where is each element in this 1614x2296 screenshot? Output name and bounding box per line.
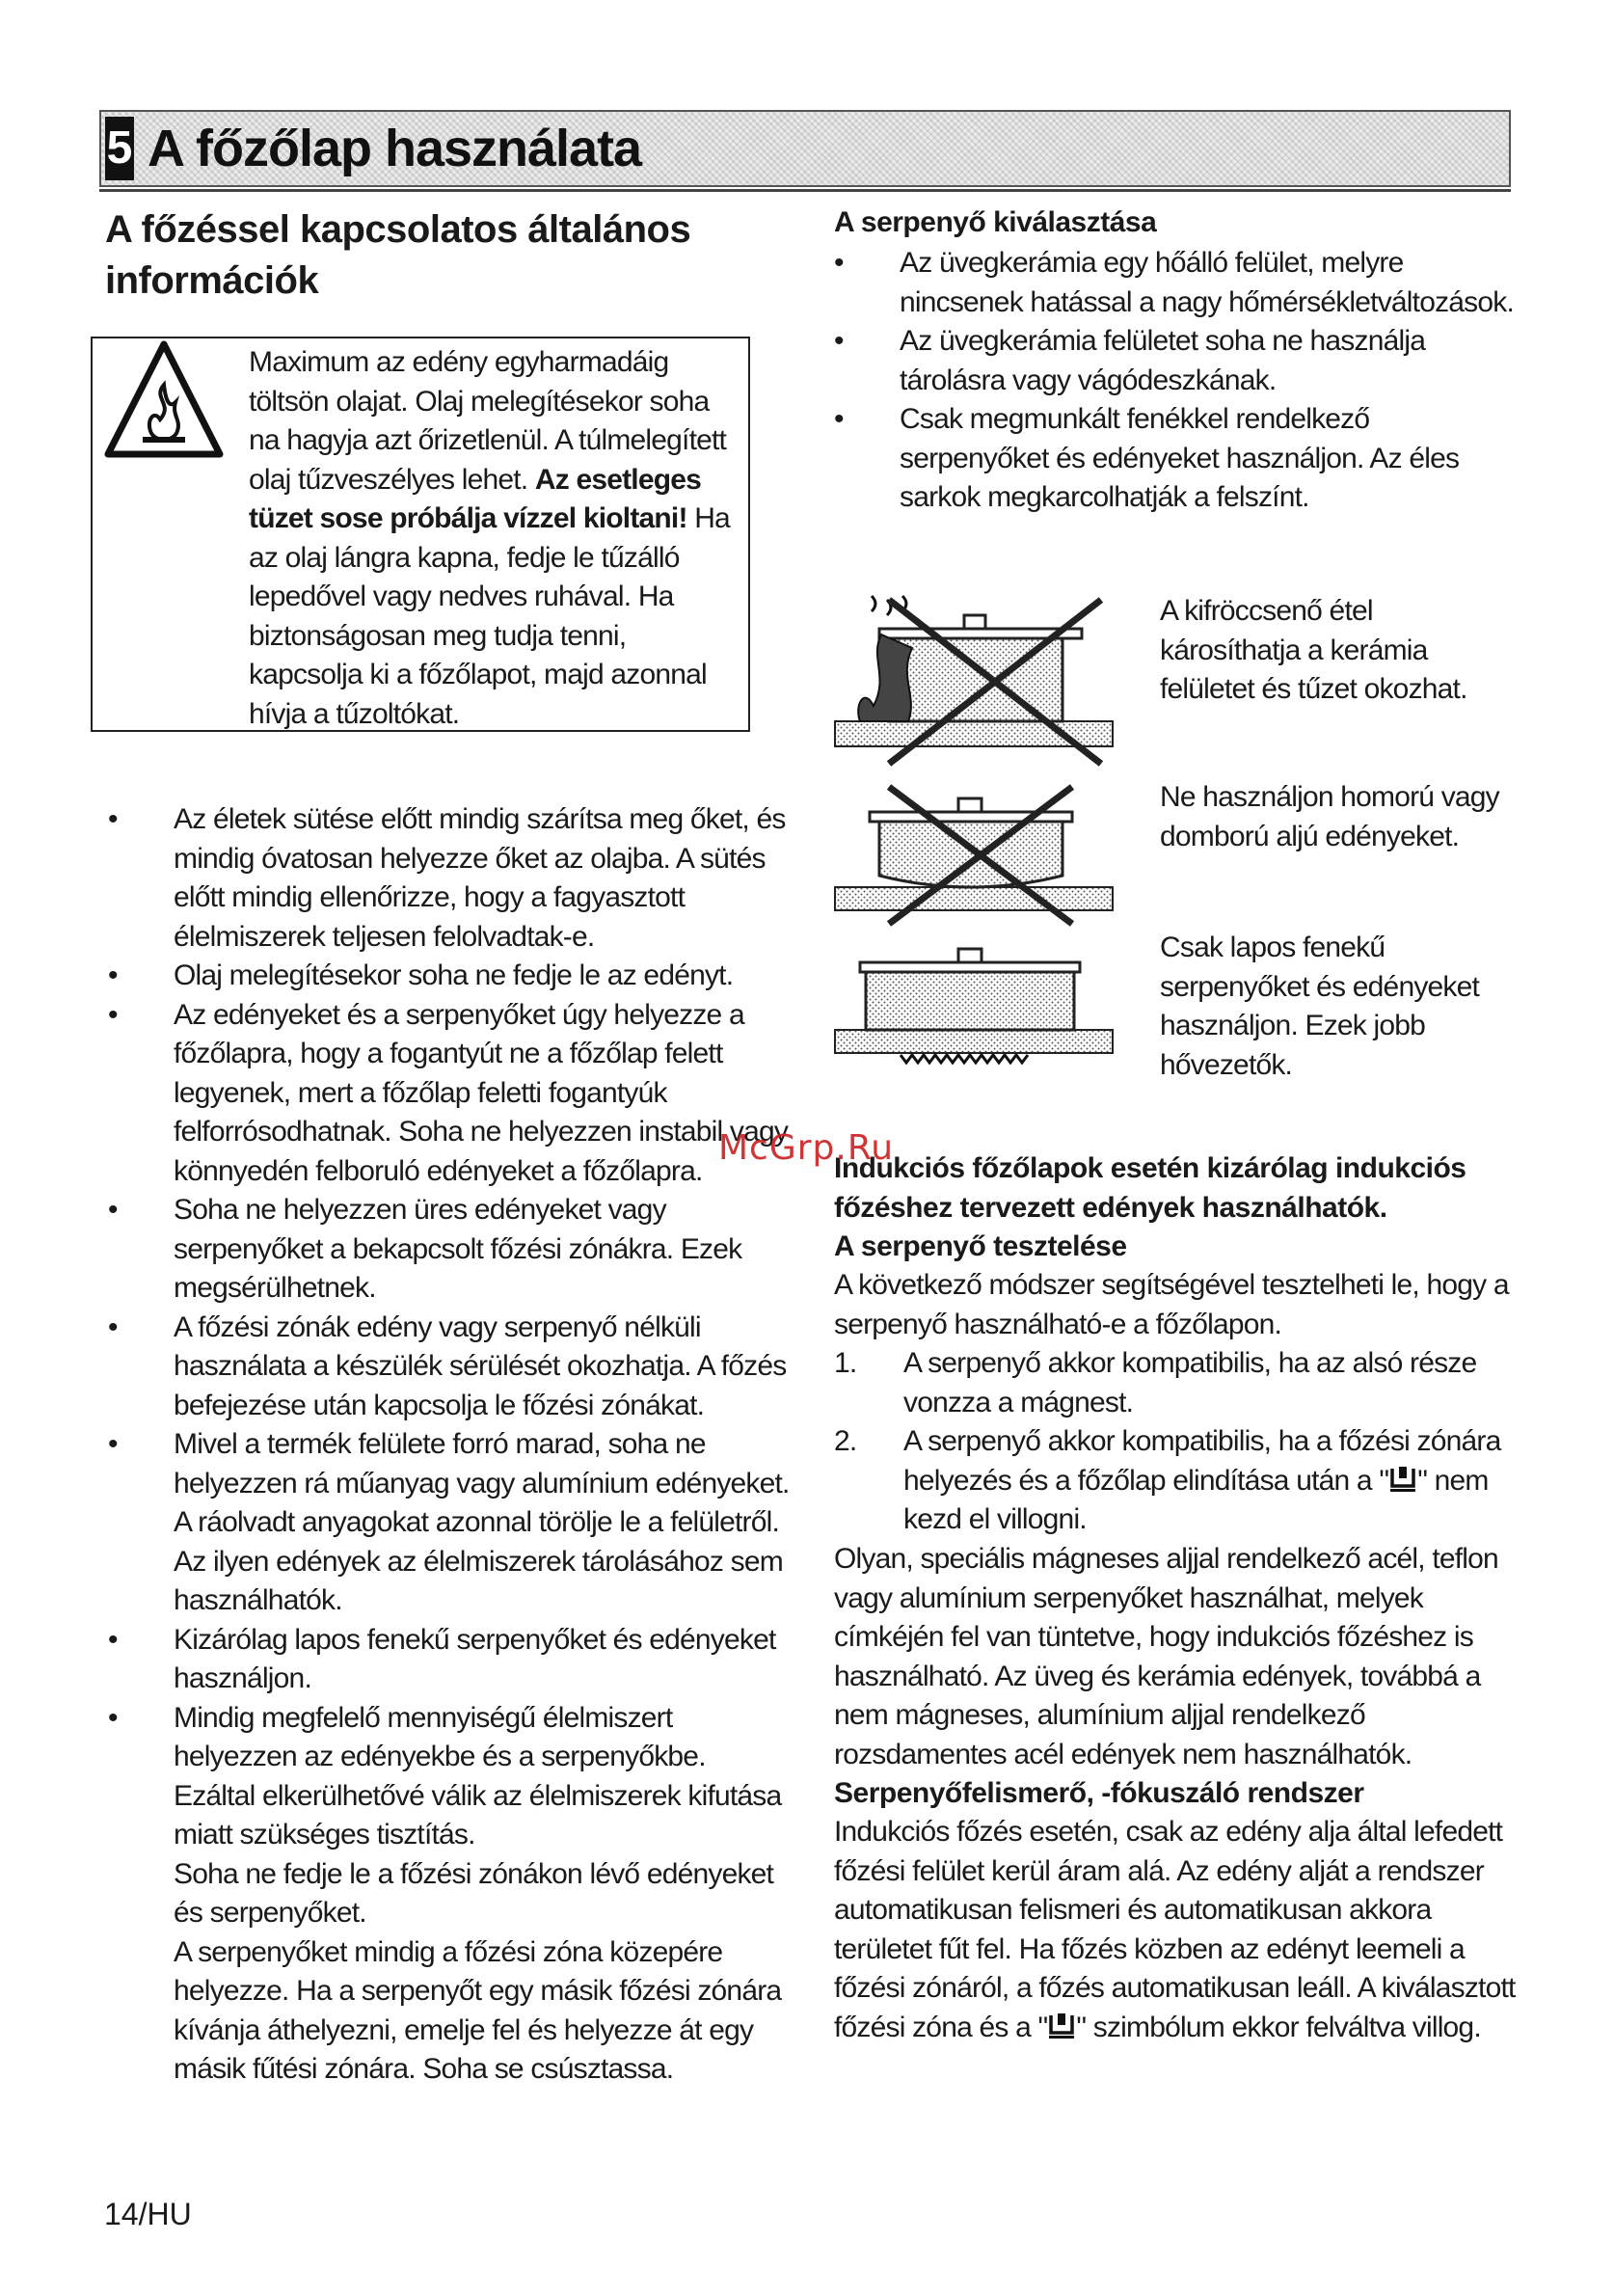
step-text: A serpenyő akkor kompatibilis, ha a főzési zónára helyezés és a főzőlap elindítása után a " <box>903 1425 1501 1497</box>
induction-notice: Indukciós főzőlapok esetén kizárólag indukciós főzéshez tervezett edények használhatók. <box>834 1152 1466 1224</box>
steel-paragraph: Olyan, speciális mágneses aljjal rendelkező acél, teflon vagy alumínium serpenyőket használhat, melyek címkéjén fel van tüntetve, hogy indukciós főzéshez is használható. Az üveg és kerámia edények, továbbá a nem mágneses, alumínium aljjal rendelkező rozsdamentes acél edények nem használhatók. <box>834 1543 1498 1770</box>
pan-test-steps <box>834 1344 1528 1540</box>
list-item: • Mindig megfelelő mennyiségű élelmiszert helyezzen az edényekbe és a serpenyőkbe. Ezáltal elkerülhetővé válik az élelmiszerek kifutása miatt szükséges tisztítás. Soha ne fedje le a főzési zónákon lévő edényeket és serpenyőket. A serpenyőket mindig a főzési zóna közepére helyezze. Ha a serpenyőt egy másik főzési zónára kívánja áthelyezni, emelje fel és helyezze át egy másik fűtési zónára. Soha se csúsztassa. <box>96 1699 791 2090</box>
flat-pot-icon <box>831 937 1116 1072</box>
figure-caption: A kifröccsenő étel károsíthatja a kerámia felületet és tűzet okozhat. <box>1160 595 1467 705</box>
warning-text <box>249 343 740 734</box>
pan-selection-list <box>822 244 1517 518</box>
recognition-text: " szimbólum ekkor felváltva villog. <box>1076 2011 1481 2043</box>
recognition-title: Serpenyőfelismerő, -fókuszáló rendszer <box>834 1777 1364 1809</box>
section-title: A főzéssel kapcsolatos általános információk <box>105 208 691 302</box>
list-item: • Mivel a termék felülete forró marad, soha ne helyezzen rá műanyag vagy alumínium edényeket. A ráolvadt anyagokat azonnal törölje le a felületről. Az ilyen edények az élelmiszerek tárolásához sem használhatók. <box>96 1425 791 1621</box>
list-item: • Az üvegkerámia felületet soha ne használja tárolásra vagy vágódeszkának. <box>822 322 1517 400</box>
warning-text-part: Ha az olaj lángra kapna, fedje le tűzálló lepedővel vagy nedves ruhával. Ha biztonságosan meg tudja tenni, kapcsolja ki a főzőlapot, majd azonnal hívja a tűzoltókat. <box>249 502 730 730</box>
list-item: • Olaj melegítésekor soha ne fedje le az edényt. <box>96 957 791 996</box>
figure-caption: Ne használjon homorú vagy domború aljú edényeket. <box>1160 781 1499 852</box>
header-divider <box>99 189 1511 192</box>
step-item <box>834 1344 1528 1422</box>
pan-symbol-icon <box>1047 2012 1076 2040</box>
list-item: • Az életek sütése előtt mindig szárítsa meg őket, és mindig óvatosan helyezze őket az olajba. A sütés előtt mindig ellenőrizze, hogy a fagyasztott élelmiszerek teljesen felolvadtak-e. <box>96 800 791 957</box>
recognition-paragraph <box>834 1813 1528 2047</box>
step-text: A serpenyő akkor kompatibilis, ha az alsó része vonzza a mágnest. <box>903 1347 1477 1418</box>
pan-symbol-icon <box>1388 1465 1417 1494</box>
warning-text-part: Maximum az edény egyharmadáig töltsön olajat. Olaj melegítésekor soha na hagyja azt őrizetlenül. A túlmelegített olaj tűzveszélyes lehet. <box>249 346 727 496</box>
uneven-pot-crossed-icon <box>831 783 1116 928</box>
pan-test-title: A serpenyő tesztelése <box>834 1230 1127 1262</box>
figure-caption: Csak lapos fenekű serpenyőket és edényeket használjon. Ezek jobb hővezetők. <box>1160 932 1480 1081</box>
step-number: 2. <box>834 1425 857 1457</box>
step-item <box>834 1422 1528 1540</box>
recognition-text: Indukciós főzés esetén, csak az edény alja által lefedett főzési felület kerül áram alá. Az edény alját a rendszer automatikusan felismeri és automatikusan akkora területet fűt fel. Ha főzés közben az edényt leemeli a főzési zónáról, a főzés automatikusan leáll. A kiválasztott főzési zóna és a " <box>834 1816 1516 2043</box>
fire-warning-icon <box>102 338 226 460</box>
list-item: • Az üvegkerámia egy hőálló felület, melyre nincsenek hatással a nagy hőmérsékletváltozások. <box>822 244 1517 322</box>
page-number: 14/HU <box>104 2197 192 2231</box>
list-item: • Soha ne helyezzen üres edényeket vagy serpenyőket a bekapcsolt főzési zónákra. Ezek megsérülhetnek. <box>96 1191 791 1309</box>
list-item: • Az edényeket és a serpenyőket úgy helyezze a főzőlapra, hogy a fogantyút ne a főzőlap felett legyenek, mert a főzőlap feletti fogantyúk felforrósodhatnak. Soha ne helyezzen instabil vagy könnyedén felboruló edényeket a főzőlapra. <box>96 996 791 1192</box>
pan-selection-title: A serpenyő kiválasztása <box>834 206 1157 238</box>
general-info-list <box>96 800 791 2090</box>
list-item: • Kizárólag lapos fenekű serpenyőket és edényeket használjon. <box>96 1621 791 1699</box>
list-item: • A főzési zónák edény vagy serpenyő nélküli használata a készülék sérülését okozhatja. A főzés befejezése után kapcsolja le főzési zónákat. <box>96 1309 791 1426</box>
step-number: 1. <box>834 1347 857 1379</box>
warning-bold: Az esetleges tüzet sose próbálja vízzel kioltani! <box>249 463 702 534</box>
list-item: • Csak megmunkált fenékkel rendelkező serpenyőket és edényeket használjon. Az éles sarkok megkarcolhatják a felszínt. <box>822 400 1517 518</box>
boiling-over-pot-crossed-icon <box>831 590 1116 769</box>
watermark: McGrp.Ru <box>718 1128 895 1168</box>
pan-test-intro: A következő módszer segítségével tesztelheti le, hogy a serpenyő használható-e a főzőlapon. <box>834 1269 1509 1340</box>
step-text: " nem kezd el villogni. <box>903 1464 1489 1535</box>
chapter-number: 5 <box>105 117 134 180</box>
chapter-title: A főzőlap használata <box>148 120 642 177</box>
